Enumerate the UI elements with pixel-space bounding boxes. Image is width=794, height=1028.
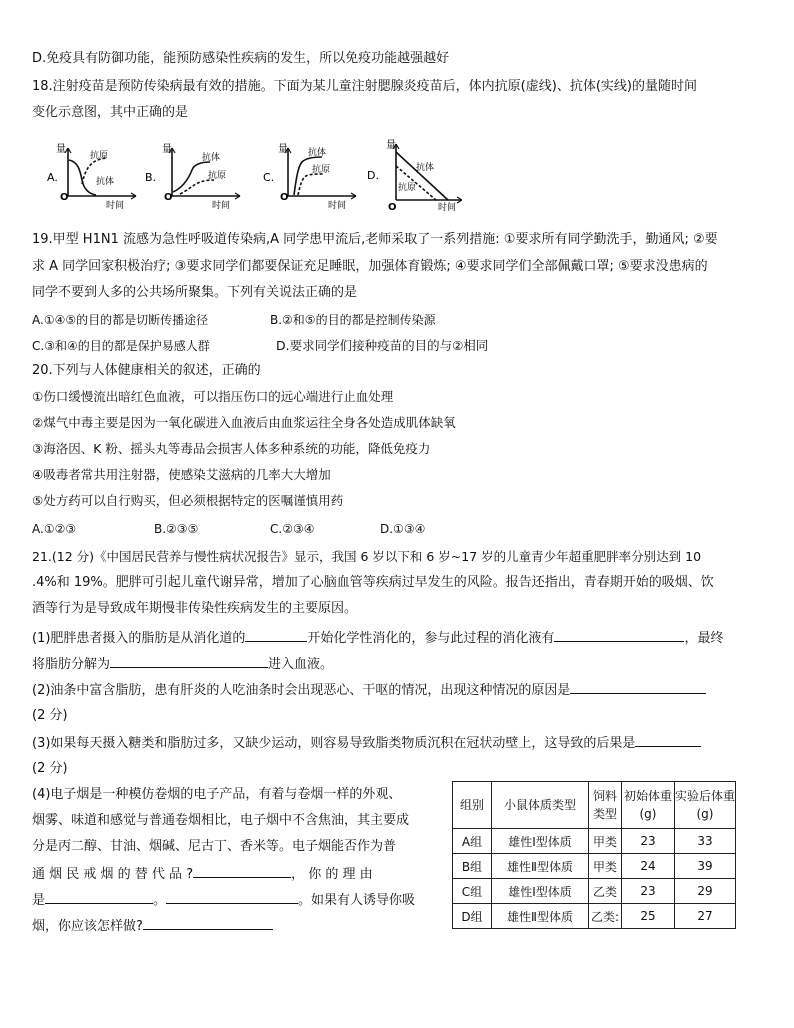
q18-graph-c-ylabel: 量 <box>278 144 288 155</box>
q19-option-a: A.①④⑤的目的都是切断传播途径 <box>32 313 209 327</box>
q21-stem-line1: 21.(12 分)《中国居民营养与慢性病状况报告》显示，我国 6 岁以下和 6 岁~17 岁的儿童青少年超重肥胖率分别达到 10 <box>32 549 702 564</box>
q20-statement-4: ④吸毒者常共用注射器，使感染艾滋病的几率大大增加 <box>32 467 331 482</box>
q18-graph-c-origin: O <box>280 192 289 203</box>
table-cell: 甲类 <box>589 854 622 879</box>
table-header-cell: 小鼠体质类型 <box>492 782 589 829</box>
q21-part1-text-b: 开始化学性消化的，参与此过程的消化液有 <box>307 631 555 646</box>
q21-part4-blank4[interactable] <box>143 916 273 930</box>
q21-part2-text: (2)油条中富含脂肪，患有肝炎的人吃油条时会出现恶心、干呕的情况，出现这种情况的原因是 <box>32 683 571 698</box>
q21-part4-line2: 烟雾、味道和感觉与普通卷烟相比，电子烟中不含焦油，其主要成 <box>32 813 410 828</box>
table-cell: A组 <box>453 829 492 854</box>
q20-option-c: C.②③④ <box>270 522 315 536</box>
q18-graph-b <box>144 140 244 210</box>
q19-option-b: B.②和⑤的目的都是控制传染源 <box>270 313 436 327</box>
q21-part1-line2 <box>32 654 333 674</box>
table-cell: 乙类: <box>589 904 622 929</box>
q20-statement-1: ①伤口缓慢流出暗红色血液，可以指压伤口的远心端进行止血处理 <box>32 389 394 404</box>
table-cell: 23 <box>622 829 675 854</box>
q18-stem-line2: 变化示意图，其中正确的是 <box>32 105 189 120</box>
table-header-row <box>453 782 736 829</box>
q18-graph-a-ylabel: 量 <box>56 144 66 155</box>
q18-graph-d-option: D. <box>367 169 379 182</box>
q20-statement-3: ③海洛因、K 粉、摇头丸等毒品会损害人体多种系统的功能，降低免疫力 <box>32 441 431 456</box>
q18-graph-a-xlabel: 时间 <box>106 201 125 210</box>
q19-stem-line2: 求 A 同学回家积极治疗; ③要求同学们都要保证充足睡眠，加强体育锻炼; ④要求同学们全部佩戴口罩; ⑤要求没患病的 <box>32 259 708 274</box>
q20-statement-5: ⑤处方药可以自行购买，但必须根据特定的医嘱谨慎用药 <box>32 493 344 508</box>
table-cell: 27 <box>675 904 736 929</box>
q18-graph-c-option: C. <box>263 171 275 184</box>
table-cell: 25 <box>622 904 675 929</box>
q18-graph-d-xlabel: 时间 <box>438 203 457 212</box>
q18-graph-d-ylabel: 量 <box>386 140 396 151</box>
q18-graph-d <box>366 138 466 212</box>
mouse-experiment-table <box>452 781 736 929</box>
table-cell: 雄性Ⅱ型体质 <box>492 904 589 929</box>
q18-graph-a-origin: O <box>60 192 69 203</box>
q21-part2-blank[interactable] <box>570 680 706 694</box>
q19-stem-line3: 同学不要到人多的公共场所聚集。下列有关说法正确的是 <box>32 285 358 300</box>
q18-graph-c-solid-label: 抗体 <box>308 148 327 158</box>
table-row <box>453 854 736 879</box>
q20-option-d: D.①③④ <box>380 522 426 536</box>
q21-part3-line <box>32 733 701 753</box>
q18-graph-b-xlabel: 时间 <box>212 201 231 210</box>
q18-graph-c-solid-curve <box>294 157 322 195</box>
q18-graph-b-origin: O <box>164 192 173 203</box>
q21-part4-text-5b: 。 <box>153 893 167 908</box>
table-header-cell: 初始体重(g) <box>622 782 675 829</box>
q18-graph-a-option: A. <box>47 171 58 184</box>
q21-part4-blank2[interactable] <box>45 890 153 904</box>
q21-part4-line6 <box>32 916 273 936</box>
table-cell: 雄性Ⅱ型体质 <box>492 854 589 879</box>
q18-graph-b-dashed-label: 抗原 <box>208 171 227 181</box>
table-cell: 雄性Ⅰ型体质 <box>492 829 589 854</box>
q18-graph-c <box>262 140 362 210</box>
q18-graph-b-option: B. <box>145 171 157 184</box>
table-cell: 24 <box>622 854 675 879</box>
q18-graph-d-origin: O <box>388 202 397 212</box>
q21-part4-blank3[interactable] <box>166 890 298 904</box>
q18-graph-b-ylabel: 量 <box>162 144 172 155</box>
q21-part1-text-d: 将脂肪分解为 <box>32 657 111 672</box>
table-row <box>453 829 736 854</box>
q18-graph-c-dashed-curve <box>298 174 324 195</box>
q21-part4-blank1[interactable] <box>193 864 291 878</box>
q20-stem: 20.下列与人体健康相关的叙述，正确的 <box>32 363 261 378</box>
q21-part4-text-4a: 通 烟 民 戒 烟 的 替 代 品 ? <box>32 867 194 882</box>
table-row <box>453 879 736 904</box>
q18-graph-c-xlabel: 时间 <box>328 201 347 210</box>
q20-option-a: A.①②③ <box>32 522 77 536</box>
table-cell: C组 <box>453 879 492 904</box>
table-cell: 33 <box>675 829 736 854</box>
q18-graph-c-dashed-label: 抗原 <box>312 165 331 175</box>
q21-stem-line2: .4%和 19%。肥胖可引起儿童代谢异常，增加了心脑血管等疾病过早发生的风险。报告还指出，青春期开始的吸烟、饮 <box>32 575 714 590</box>
q19-stem-line1: 19.甲型 H1N1 流感为急性呼吸道传染病,A 同学患甲流后,老师采取了一系列措施: ①要求所有同学勤洗手，勤通风; ②要 <box>32 232 718 247</box>
q18-stem-line1: 18.注射疫苗是预防传染病最有效的措施。下面为某儿童注射腮腺炎疫苗后，体内抗原(虚线)、抗体(实线)的量随时间 <box>32 79 697 94</box>
table-cell: D组 <box>453 904 492 929</box>
table-header-cell: 饲料类型 <box>589 782 622 829</box>
q21-part1-text-e: 进入血液。 <box>268 657 334 672</box>
q21-part4-line5 <box>32 890 415 910</box>
q21-part3-text: (3)如果每天摄入糖类和脂肪过多，又缺少运动，则容易导致脂类物质沉积在冠状动壁上，这导致的后果是 <box>32 736 636 751</box>
q18-graph-a <box>46 140 141 210</box>
q21-part1-blank2[interactable] <box>554 628 684 642</box>
table-cell: 23 <box>622 879 675 904</box>
q21-part4-text-4b: ， 你 的 理 由 <box>291 867 373 882</box>
table-cell: 39 <box>675 854 736 879</box>
q21-part1-blank1[interactable] <box>245 628 307 642</box>
table-header-cell: 组别 <box>453 782 492 829</box>
table-cell: B组 <box>453 854 492 879</box>
q21-part1-text-a: (1)肥胖患者摄入的脂肪是从消化道的 <box>32 631 246 646</box>
q21-part3-score: (2 分) <box>32 761 68 776</box>
q21-part4-text-5c: 。如果有人诱导你吸 <box>298 893 416 908</box>
q21-part2-score: (2 分) <box>32 708 68 723</box>
q20-statement-2: ②煤气中毒主要是因为一氧化碳进入血液后由血浆运往全身各处造成肌体缺氧 <box>32 415 456 430</box>
table-row <box>453 904 736 929</box>
q21-part3-blank[interactable] <box>635 733 701 747</box>
table-cell: 乙类 <box>589 879 622 904</box>
q18-graph-d-dashed-label: 抗原 <box>398 183 417 193</box>
q17-option-d: D.免疫具有防御功能，能预防感染性疾病的发生，所以免疫功能越强越好 <box>32 51 450 66</box>
q19-option-c: C.③和④的目的都是保护易感人群 <box>32 339 210 353</box>
q21-part4-line1: (4)电子烟是一种模仿卷烟的电子产品，有着与卷烟一样的外观、 <box>32 787 402 802</box>
q21-stem-line3: 酒等行为是导致成年期慢非传染性疾病发生的主要原因。 <box>32 601 358 616</box>
table-cell: 29 <box>675 879 736 904</box>
q18-graph-a-dashed-label: 抗原 <box>90 151 109 161</box>
q21-part4-line4 <box>32 864 373 884</box>
table-header-cell: 实验后体重(g) <box>675 782 736 829</box>
q18-graph-d-solid-label: 抗体 <box>416 163 435 173</box>
table-cell: 雄性Ⅰ型体质 <box>492 879 589 904</box>
q18-graph-a-solid-label: 抗体 <box>96 177 115 187</box>
q21-part1-text-c: ，最终 <box>684 631 724 646</box>
q21-part4-text-5a: 是 <box>32 893 46 908</box>
q18-graph-a-solid-curve <box>69 160 96 195</box>
table-cell: 甲类 <box>589 829 622 854</box>
q18-graph-b-solid-label: 抗体 <box>202 153 221 163</box>
q21-part2-line <box>32 680 706 700</box>
q20-option-b: B.②③⑤ <box>154 522 199 536</box>
q21-part1-blank3[interactable] <box>110 654 268 668</box>
q21-part1-line1 <box>32 628 723 648</box>
q21-part4-line3: 分是丙二醇、甘油、烟碱、尼古丁、香米等。电子烟能否作为普 <box>32 839 397 854</box>
q21-part4-text-6: 烟，你应该怎样做? <box>32 919 143 934</box>
q19-option-d: D.要求同学们接种疫苗的目的与②相同 <box>276 338 489 353</box>
